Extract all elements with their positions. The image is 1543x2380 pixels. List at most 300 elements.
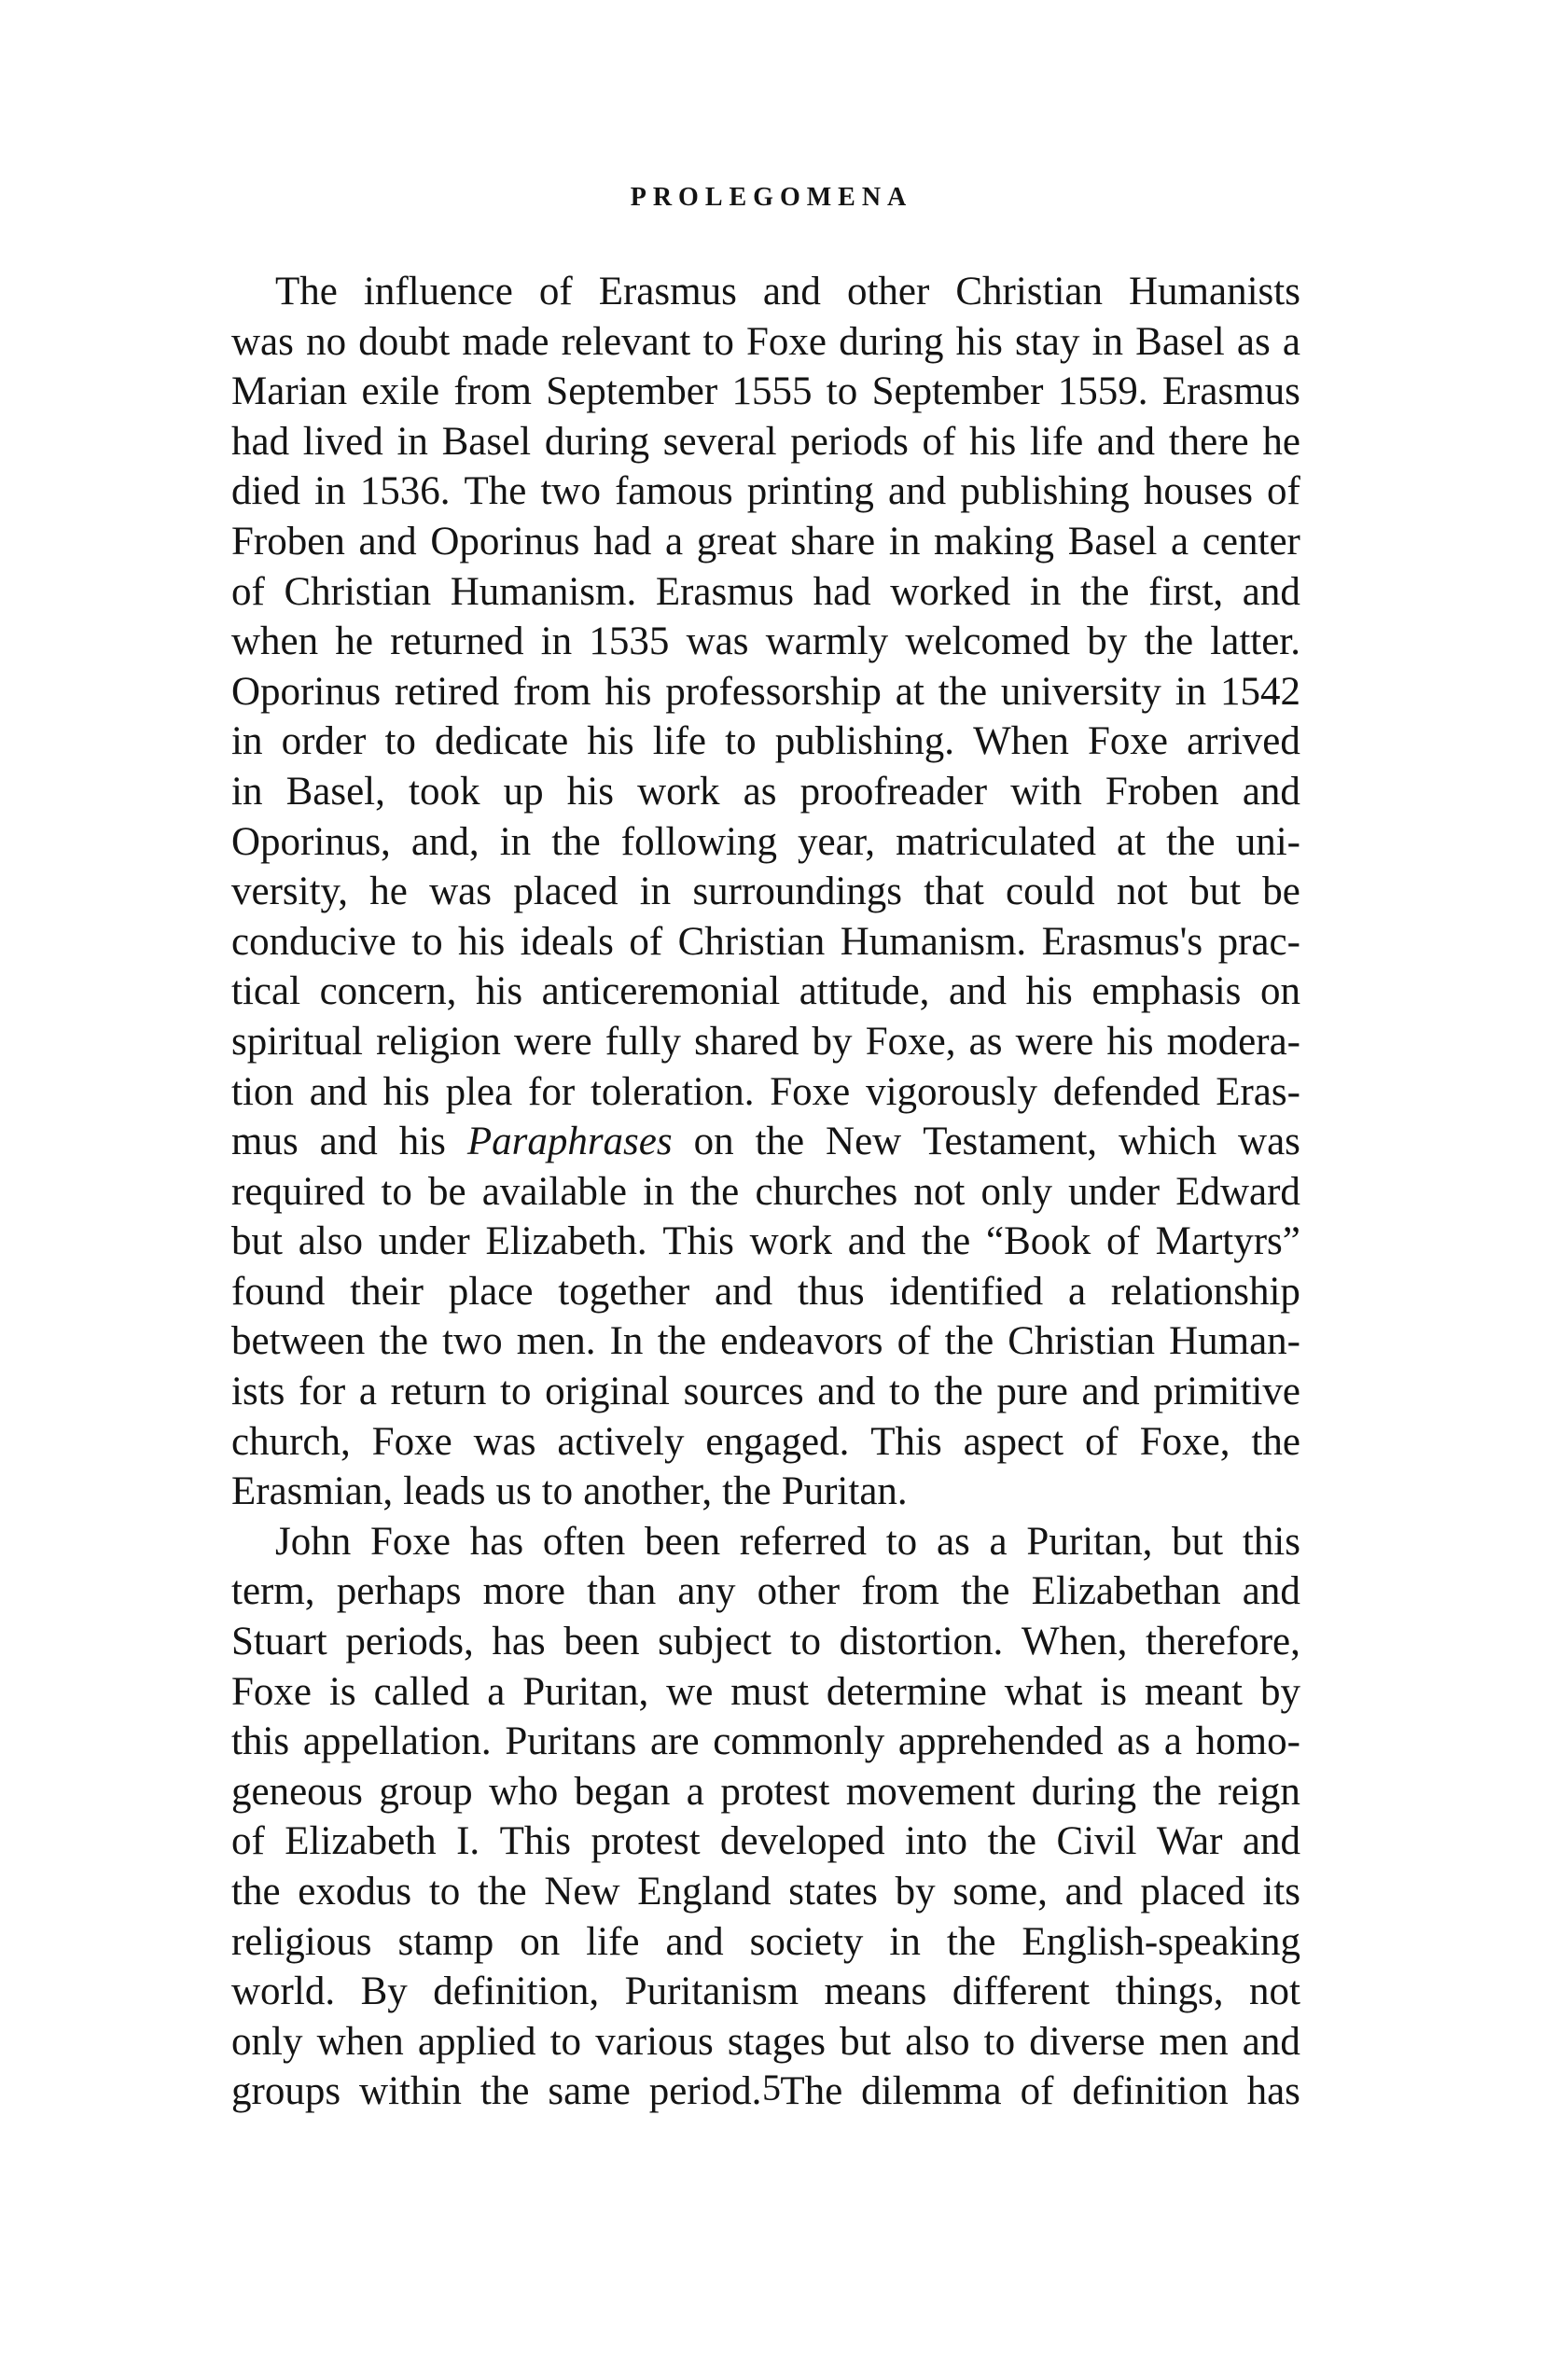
- word: exile: [361, 369, 440, 414]
- word: in: [1175, 669, 1207, 714]
- word: states: [788, 1870, 878, 1914]
- word: its: [1262, 1870, 1300, 1914]
- word: Puritanism: [624, 1969, 799, 2014]
- word: of: [1084, 1419, 1119, 1464]
- word: place: [448, 1269, 534, 1314]
- word: I.: [456, 1819, 480, 1864]
- word: center: [1202, 519, 1300, 564]
- word: Civil: [1056, 1819, 1137, 1864]
- word: Eras-: [1216, 1069, 1300, 1114]
- text-line: [231, 517, 1300, 567]
- word: means: [824, 1969, 927, 2014]
- word: as: [936, 1519, 970, 1564]
- word: in: [231, 769, 263, 814]
- word: died: [231, 469, 301, 514]
- word: and: [817, 1370, 876, 1414]
- word: making: [934, 519, 1055, 564]
- text-line: [231, 1217, 1300, 1267]
- word: the: [960, 1569, 1010, 1614]
- word: following: [620, 819, 777, 864]
- word: the: [938, 669, 988, 714]
- word: meant: [1144, 1669, 1243, 1714]
- word: Martyrs”: [1155, 1219, 1300, 1264]
- word: ists: [231, 1370, 285, 1414]
- word: Oporinus: [231, 669, 382, 714]
- text-line: [231, 1917, 1300, 1968]
- word: Humanism.: [450, 569, 637, 614]
- word: welcomed: [905, 619, 1071, 664]
- word: in: [499, 819, 532, 864]
- word: versity,: [231, 870, 348, 914]
- word: and: [1064, 1870, 1123, 1914]
- word: when: [231, 619, 319, 664]
- word: of: [231, 1819, 265, 1864]
- word: his: [566, 769, 614, 814]
- word: the: [946, 1919, 996, 1964]
- word: available: [481, 1169, 627, 1214]
- word: When,: [1021, 1620, 1128, 1664]
- word: his: [458, 919, 506, 964]
- text-line: [231, 1767, 1300, 1817]
- word: religious: [231, 1919, 372, 1964]
- word: to: [889, 1370, 921, 1414]
- word: fully: [605, 1019, 681, 1064]
- word: of: [629, 919, 663, 964]
- word: printing: [746, 469, 874, 514]
- word: Christian: [955, 270, 1103, 313]
- word: as: [743, 769, 777, 814]
- word: Christian: [1008, 1319, 1155, 1364]
- text-line: [231, 1417, 1300, 1468]
- word: but: [1189, 870, 1242, 914]
- text-line: [231, 917, 1300, 967]
- word: “Book: [985, 1219, 1091, 1264]
- text-line: [231, 1017, 1300, 1067]
- word: English-speaking: [1022, 1919, 1300, 1964]
- word: some,: [952, 1870, 1048, 1914]
- word: made: [462, 319, 549, 364]
- word: the: [231, 1870, 281, 1914]
- word: his: [587, 719, 634, 764]
- word: commonly: [713, 1719, 885, 1764]
- word: placed: [513, 870, 619, 914]
- word: was: [429, 870, 492, 914]
- word: from: [861, 1569, 939, 1614]
- word: been: [644, 1519, 721, 1564]
- word: of: [1020, 2069, 1054, 2114]
- word: church,: [231, 1419, 351, 1464]
- word: other: [846, 270, 930, 313]
- word: of: [231, 569, 265, 614]
- word: 1535: [589, 619, 670, 664]
- word: required: [231, 1169, 366, 1214]
- word: and: [847, 1219, 906, 1264]
- text-line: [231, 767, 1300, 817]
- word: on: [520, 1919, 561, 1964]
- word: but: [840, 2019, 892, 2064]
- word: a: [686, 1769, 704, 1814]
- word: and: [1242, 769, 1300, 814]
- word: vigorously: [866, 1069, 1038, 1114]
- word: to: [826, 369, 858, 414]
- word: his: [605, 669, 652, 714]
- word: definition,: [433, 1969, 600, 2014]
- word: Foxe: [371, 1419, 452, 1464]
- word: Puritan,: [1026, 1519, 1153, 1564]
- word: a: [487, 1669, 506, 1714]
- word: there: [1168, 419, 1249, 464]
- text-line: [231, 867, 1300, 917]
- word: his: [475, 969, 523, 1014]
- text-line: [231, 1816, 1300, 1867]
- word: their: [350, 1269, 424, 1314]
- word: The: [464, 469, 527, 514]
- word: primitive: [1153, 1370, 1300, 1414]
- word: Oporinus,: [231, 819, 391, 864]
- word: a: [1163, 1719, 1182, 1764]
- word: dilemma: [861, 2069, 1002, 2114]
- word: be: [1262, 870, 1300, 914]
- word: aspect: [963, 1419, 1064, 1464]
- word: Oporinus: [430, 519, 580, 564]
- word: plea: [445, 1069, 513, 1114]
- word: his: [382, 1069, 430, 1114]
- word: returned: [390, 619, 524, 664]
- word: relevant: [561, 319, 691, 364]
- word: in: [231, 719, 263, 764]
- word: for: [528, 1069, 576, 1114]
- word: this: [1242, 1519, 1300, 1564]
- word: at: [895, 669, 924, 714]
- word: Edward: [1175, 1169, 1300, 1214]
- word: of: [538, 270, 573, 313]
- word: publishing.: [774, 719, 955, 764]
- word: New: [826, 1120, 902, 1164]
- word: order: [281, 719, 367, 764]
- word: applied: [417, 2019, 536, 2064]
- word: in: [643, 1169, 674, 1214]
- word: and: [1096, 419, 1156, 464]
- word: relationship: [1110, 1269, 1300, 1314]
- word: and: [1081, 1370, 1140, 1414]
- word: to: [885, 1519, 918, 1564]
- word: a: [1067, 1269, 1087, 1314]
- word: New: [544, 1870, 620, 1914]
- text-line: [231, 667, 1300, 717]
- word: September: [871, 369, 1044, 414]
- word: uni-: [1235, 819, 1300, 864]
- word: proofreader: [799, 769, 988, 814]
- word: had: [593, 519, 652, 564]
- word: his: [398, 1120, 446, 1164]
- word: only: [231, 2019, 303, 2064]
- word: reign: [1217, 1769, 1300, 1814]
- word: developed: [719, 1819, 885, 1864]
- word: actively: [557, 1419, 685, 1464]
- word: life: [1029, 419, 1084, 464]
- word: men.: [516, 1319, 596, 1364]
- word: any: [677, 1569, 736, 1614]
- word: on: [693, 1120, 734, 1164]
- word: began: [574, 1769, 671, 1814]
- word: to: [725, 719, 757, 764]
- word: Christian: [677, 919, 826, 964]
- word: the: [657, 1319, 707, 1364]
- word: to: [411, 919, 443, 964]
- word: placed: [1140, 1870, 1245, 1914]
- word: tical: [231, 969, 301, 1014]
- word: to: [384, 719, 416, 764]
- word: thus: [797, 1269, 865, 1314]
- word: churches: [755, 1169, 898, 1214]
- word: in: [314, 469, 346, 514]
- word: he: [369, 870, 408, 914]
- word: concern,: [319, 969, 457, 1014]
- word: Froben: [231, 519, 345, 564]
- word: things,: [1115, 1969, 1224, 2014]
- word: stages: [727, 2019, 827, 2064]
- word: Basel: [1135, 319, 1225, 364]
- word: had: [813, 569, 871, 614]
- word: is: [1100, 1669, 1127, 1714]
- word: was: [231, 319, 294, 364]
- word: Erasmus: [655, 569, 794, 614]
- word: leads: [403, 1469, 486, 1514]
- word: in: [540, 619, 573, 664]
- word: groups: [231, 2069, 341, 2114]
- text-line: [231, 2017, 1300, 2067]
- word: life: [586, 1919, 640, 1964]
- word: share: [790, 519, 876, 564]
- word: a: [989, 1519, 1008, 1564]
- word: Puritan.: [781, 1469, 908, 1514]
- word: society: [749, 1919, 864, 1964]
- word: John: [275, 1519, 352, 1564]
- word: by: [812, 1019, 853, 1064]
- word: between: [231, 1319, 366, 1364]
- word: England: [637, 1870, 772, 1914]
- word: Foxe,: [1139, 1419, 1230, 1464]
- word: influence: [363, 270, 513, 313]
- word: a: [1171, 519, 1189, 564]
- word: anticeremonial: [541, 969, 781, 1014]
- word: latter.: [1210, 619, 1300, 664]
- word: By: [360, 1969, 408, 2014]
- word: protest: [720, 1769, 830, 1814]
- word: various: [595, 2019, 714, 2064]
- word: has: [469, 1519, 524, 1564]
- word: in: [396, 419, 428, 464]
- word: Elizabeth: [285, 1819, 437, 1864]
- word: was: [686, 619, 749, 664]
- word: than: [587, 1569, 657, 1614]
- word: This: [662, 1219, 734, 1264]
- word: and: [319, 1120, 378, 1164]
- word: and: [1242, 1569, 1300, 1614]
- word: the: [480, 2069, 530, 2114]
- word: surroundings: [692, 870, 903, 914]
- text-line: [231, 1367, 1300, 1417]
- word: the: [987, 1819, 1036, 1864]
- body-text: [231, 267, 1300, 2117]
- word: Foxe: [746, 319, 827, 364]
- word: for: [299, 1370, 346, 1414]
- word: and: [762, 270, 821, 313]
- word: determine: [826, 1669, 987, 1714]
- word: movement: [845, 1769, 1016, 1814]
- word: work: [637, 769, 720, 814]
- word: the: [1144, 619, 1194, 664]
- word: more: [482, 1569, 565, 1614]
- word: engaged.: [705, 1419, 850, 1464]
- word: toleration.: [590, 1069, 755, 1114]
- word: work: [749, 1219, 832, 1264]
- word: original: [545, 1370, 670, 1414]
- word: lived: [302, 419, 383, 464]
- word: also: [905, 2019, 970, 2064]
- word: the: [1152, 1769, 1202, 1814]
- word: conducive: [231, 919, 396, 964]
- text-line: [231, 417, 1300, 467]
- word: Foxe: [370, 1519, 451, 1564]
- word: this: [231, 1719, 290, 1764]
- word: the: [921, 1219, 971, 1264]
- word: famous: [615, 469, 733, 514]
- word: This: [870, 1419, 942, 1464]
- word: the: [755, 1120, 805, 1164]
- word: shared: [694, 1019, 799, 1064]
- word: and: [1242, 2019, 1300, 2064]
- word: not: [913, 1169, 966, 1214]
- word: Basel,: [285, 769, 385, 814]
- word: under: [1068, 1169, 1161, 1214]
- text-line: [231, 267, 1300, 317]
- text-line: [231, 1717, 1300, 1767]
- word: to: [428, 1870, 461, 1914]
- word: apprehended: [897, 1719, 1104, 1764]
- word: War: [1156, 1819, 1223, 1864]
- word: attitude,: [799, 969, 930, 1014]
- word: from: [512, 669, 591, 714]
- word: definition: [1072, 2069, 1229, 2114]
- word: Humanism.: [840, 919, 1027, 964]
- word: protest: [591, 1819, 701, 1864]
- word: return: [390, 1370, 487, 1414]
- word: In: [609, 1319, 644, 1364]
- word: within: [359, 2069, 462, 2114]
- word: Human-: [1169, 1319, 1300, 1364]
- word: Erasmus: [598, 270, 737, 313]
- word: periods: [790, 419, 909, 464]
- word: pure: [996, 1370, 1068, 1414]
- text-line: [231, 317, 1300, 368]
- word: also: [298, 1219, 364, 1264]
- word: arrived: [1187, 719, 1300, 764]
- word: diverse: [1029, 2019, 1146, 2064]
- word: Foxe: [770, 1069, 851, 1114]
- text-line: [231, 1167, 1300, 1218]
- word: been: [563, 1620, 640, 1664]
- word: stay: [1015, 319, 1080, 364]
- word: and: [1242, 569, 1300, 614]
- word: us: [495, 1469, 532, 1514]
- word: the: [1251, 1419, 1300, 1464]
- text-line: [231, 967, 1300, 1017]
- word: his: [969, 419, 1017, 464]
- word: period.: [648, 2069, 762, 2114]
- word: and: [358, 519, 417, 564]
- word: not: [1248, 1969, 1300, 2014]
- text-line: [231, 1117, 1300, 1167]
- word: by: [1259, 1669, 1300, 1714]
- word: under: [378, 1219, 470, 1264]
- word: professorship: [665, 669, 882, 714]
- word: during: [839, 319, 944, 364]
- word: Paraphrases: [466, 1120, 673, 1164]
- word: Foxe: [1087, 719, 1168, 764]
- word: were: [1015, 1019, 1094, 1064]
- word: Elizabethan: [1031, 1569, 1221, 1614]
- word: two: [442, 1319, 503, 1364]
- text-line: [231, 1517, 1300, 1567]
- word: the: [1079, 569, 1130, 614]
- word: from: [453, 369, 532, 414]
- word: group: [379, 1769, 473, 1814]
- word: Froben: [1105, 769, 1219, 814]
- word: appellation.: [302, 1719, 492, 1764]
- word: his: [1025, 969, 1073, 1014]
- text-line: [231, 717, 1300, 767]
- word: had: [231, 419, 290, 464]
- word: called: [373, 1669, 470, 1714]
- word: in: [1091, 319, 1123, 364]
- word: different: [952, 1969, 1091, 2014]
- word: in: [639, 870, 672, 914]
- word: in: [888, 519, 921, 564]
- word: but: [231, 1219, 283, 1264]
- word: at: [1117, 819, 1147, 864]
- word: who: [489, 1769, 559, 1814]
- word: into: [905, 1819, 968, 1864]
- word: spiritual: [231, 1019, 363, 1064]
- word: world.: [231, 1969, 336, 2014]
- word: referred: [739, 1519, 867, 1564]
- word: only: [980, 1169, 1052, 1214]
- word: to: [549, 2019, 582, 2064]
- word: geneous: [231, 1769, 363, 1814]
- word: Elizabeth.: [485, 1219, 647, 1264]
- word: houses: [1143, 469, 1253, 514]
- word: in: [1029, 569, 1062, 614]
- word: year,: [798, 819, 876, 864]
- word: what: [1004, 1669, 1083, 1714]
- word: was: [473, 1419, 536, 1464]
- word: a: [358, 1370, 377, 1414]
- text-line: [231, 1267, 1300, 1317]
- word: of: [922, 419, 956, 464]
- word: the: [722, 1469, 772, 1514]
- word: to: [381, 1169, 412, 1214]
- word: as: [1117, 1719, 1151, 1764]
- word: could: [1006, 870, 1095, 914]
- word: Stuart: [231, 1620, 327, 1664]
- word: be: [428, 1169, 466, 1214]
- word: Basel: [1067, 519, 1158, 564]
- text-line: [231, 367, 1300, 417]
- word: modera-: [1166, 1019, 1300, 1064]
- word: exodus: [298, 1870, 412, 1914]
- word: 1555: [731, 369, 813, 414]
